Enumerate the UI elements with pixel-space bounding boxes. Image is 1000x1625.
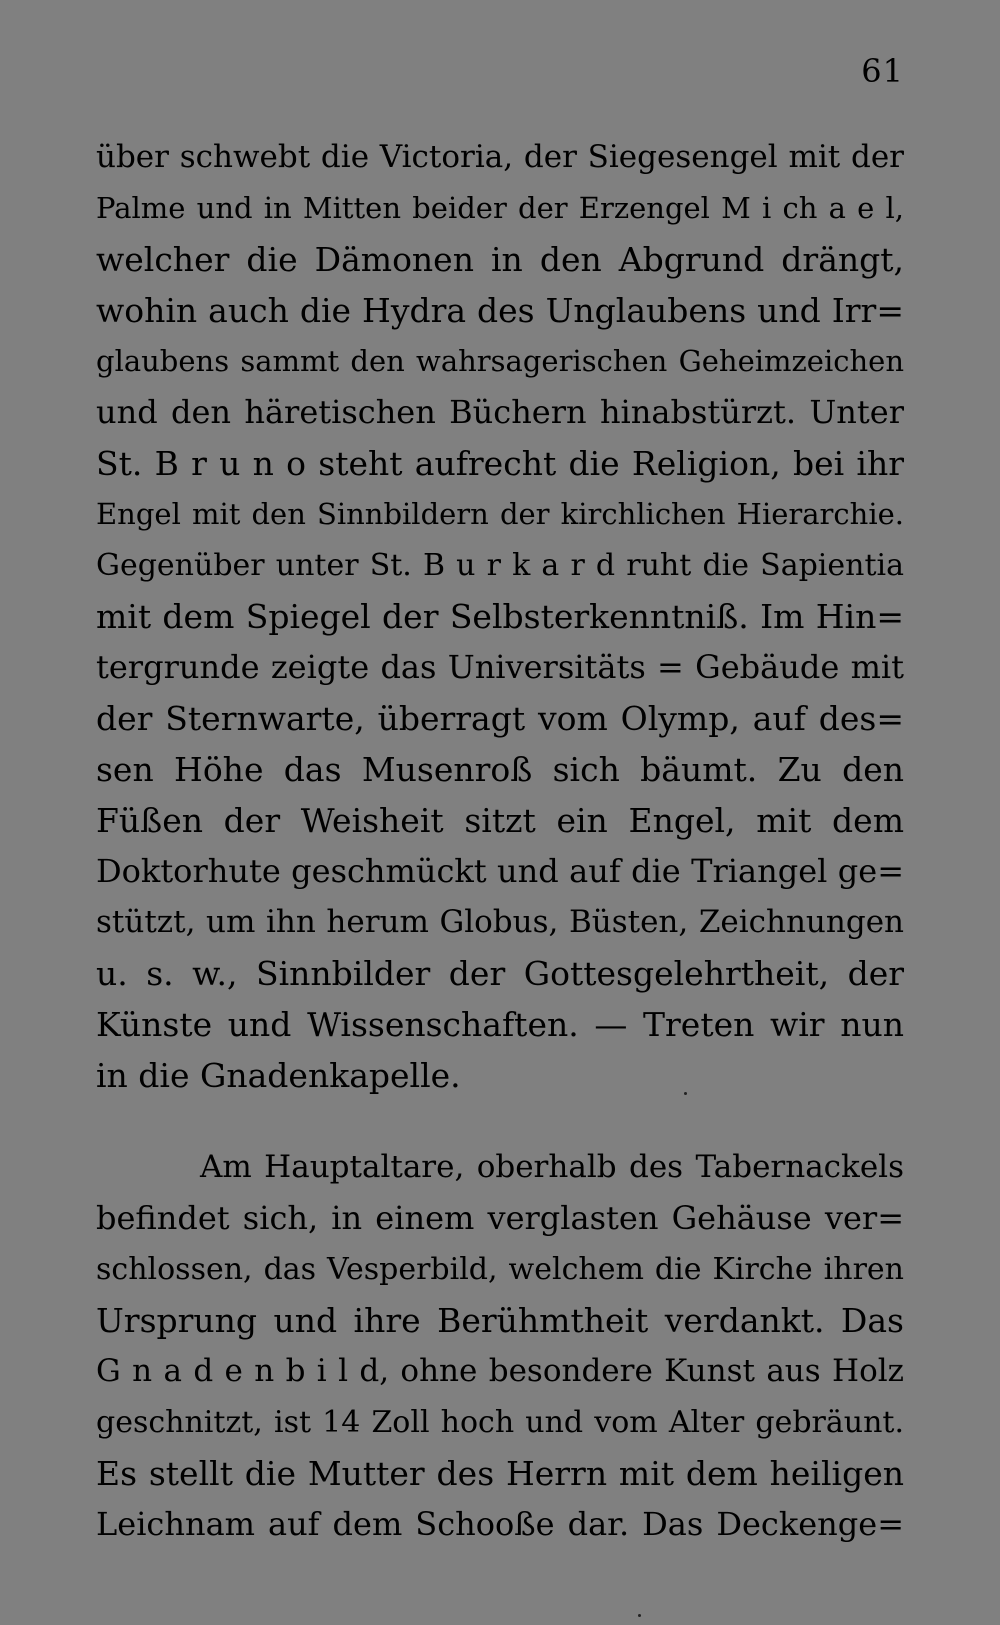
text-line: Doktorhute geschmückt und auf die Triangel ge=	[96, 852, 904, 890]
text-line: in die Gnadenkapelle.	[96, 1056, 461, 1095]
text-line: Füßen der Weisheit sitzt ein Engel, mit dem	[96, 801, 904, 840]
text-line: wohin auch die Hydra des Unglaubens und Irr=	[96, 291, 904, 330]
text-line: geschnitzt, ist 14 Zoll hoch und vom Alter gebräunt.	[96, 1405, 904, 1440]
text-line: befindet sich, in einem verglasten Gehäuse ver=	[96, 1199, 904, 1237]
print-speck	[638, 1614, 641, 1617]
text-line: über schwebt die Victoria, der Siegesengel mit der	[96, 139, 904, 175]
paragraph-1	[96, 132, 904, 1101]
text-line: stützt, um ihn herum Globus, Büsten, Zeichnungen	[96, 904, 904, 940]
text-line: St. B r u n o steht aufrecht die Religion, bei ihr	[96, 444, 904, 483]
text-line: sen Höhe das Musenroß sich bäumt. Zu den	[96, 750, 904, 789]
print-speck	[684, 1092, 687, 1095]
text-line: G n a d e n b i l d, ohne besondere Kunst aus Holz	[96, 1353, 904, 1389]
paragraph-2	[96, 1142, 904, 1550]
text-line: Es stellt die Mutter des Herrn mit dem heiligen	[96, 1454, 904, 1493]
text-line: u. s. w., Sinnbilder der Gottesgelehrtheit, der	[96, 954, 904, 993]
text-line: mit dem Spiegel der Selbsterkenntniß. Im Hin=	[96, 597, 904, 636]
text-line: Gegenüber unter St. B u r k a r d ruht die Sapientia	[96, 548, 904, 583]
text-line: Leichnam auf dem Schooße dar. Das Deckenge=	[96, 1505, 904, 1543]
text-line: Palme und in Mitten beider der Erzengel M i ch a e l,	[96, 191, 904, 225]
text-line: tergrunde zeigte das Universitäts = Gebäude mit	[96, 648, 904, 686]
text-line: Am Hauptaltare, oberhalb des Tabernackels	[200, 1149, 904, 1185]
text-line: der Sternwarte, überragt vom Olymp, auf des=	[96, 699, 904, 738]
text-line: Ursprung und ihre Berühmtheit verdankt. Das	[96, 1301, 904, 1340]
text-line: schlossen, das Vesperbild, welchem die Kirche ihren	[96, 1252, 904, 1287]
text-line: Engel mit den Sinnbildern der kirchlichen Hierarchie.	[96, 497, 904, 531]
text-line: welcher die Dämonen in den Abgrund drängt,	[96, 240, 904, 279]
text-line: und den häretischen Büchern hinabstürzt. Unter	[96, 393, 904, 431]
page-number: 61	[861, 52, 904, 90]
text-line: Künste und Wissenschaften. — Treten wir nun	[96, 1005, 904, 1044]
text-line: glaubens sammt den wahrsagerischen Geheimzeichen	[96, 344, 904, 378]
